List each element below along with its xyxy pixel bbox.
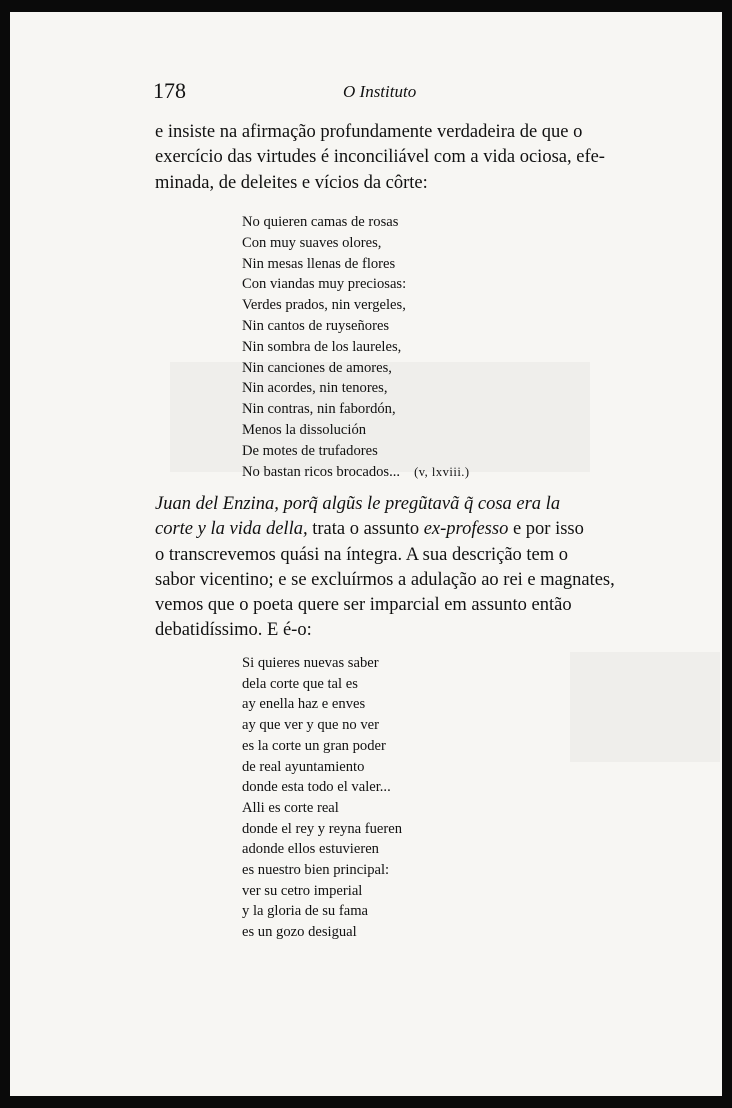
- paragraph-line: vemos que o poeta quere ser imparcial em assunto então: [155, 595, 572, 616]
- verse-line: Con muy suaves olores,: [242, 234, 382, 251]
- verse-line: Nin acordes, nin tenores,: [242, 380, 388, 397]
- italic-term: ex-professo: [423, 519, 509, 540]
- text-run: e por isso: [508, 519, 584, 540]
- verse-line: dela corte que tal es: [242, 675, 358, 692]
- verse-line: Nin cantos de ruyseñores: [242, 317, 390, 334]
- verse-line: adonde ellos estuvieren: [242, 841, 379, 858]
- page-header: [153, 78, 612, 108]
- verse-line: Nin sombra de los laureles,: [242, 338, 402, 355]
- italic-quote: corte y la vida della,: [155, 519, 308, 540]
- verse-line: donde esta todo el valer...: [242, 779, 391, 796]
- verse-line: es nuestro bien principal:: [242, 862, 390, 879]
- verse-line: Nin canciones de amores,: [242, 359, 392, 376]
- verse-line: Nin mesas llenas de flores: [242, 255, 396, 272]
- italic-quote: Juan del Enzina, porq̃ algũs le pregũtavã q̃ cosa era la: [155, 494, 561, 514]
- verse-line: Si quieres nuevas saber: [242, 655, 379, 671]
- paragraph-line: e insiste na afirmação profundamente verdadeira de que o: [155, 122, 583, 142]
- paragraph-line: [155, 517, 627, 542]
- verse-line: Menos la dissolución: [242, 421, 367, 438]
- verse-line: ver su cetro imperial: [242, 882, 363, 899]
- verse-line: es la corte un gran poder: [242, 737, 386, 754]
- paragraph-line: minada, de deleites e vícios da côrte:: [155, 172, 428, 193]
- verse-block-1: [242, 212, 572, 482]
- paragraph-line: [155, 492, 627, 517]
- running-title: O Instituto: [343, 82, 417, 101]
- verse-line: Nin contras, nin fabordón,: [242, 401, 396, 418]
- paragraph-line: debatidíssimo. E é-o:: [155, 620, 312, 641]
- verse-line: Verdes prados, nin vergeles,: [242, 297, 406, 314]
- page-number: 178: [153, 78, 186, 103]
- paragraph-1: [155, 120, 627, 196]
- verse-line: Con viandas muy preciosas:: [242, 276, 407, 293]
- book-page: [10, 12, 722, 1096]
- show-through-shadow: [570, 652, 720, 762]
- paragraph-line: sabor vicentino; e se excluírmos a adulação ao rei e magnates,: [155, 569, 615, 590]
- paragraph-2: [155, 492, 627, 644]
- verse-line: donde el rey y reyna fueren: [242, 820, 403, 837]
- verse-line: de real ayuntamiento: [242, 758, 365, 775]
- paragraph-line: exercício das virtudes é inconciliável com a vida ociosa, efe-: [155, 147, 605, 168]
- text-run: trata o assunto: [307, 519, 424, 540]
- verse-line: es un gozo desigual: [242, 924, 357, 941]
- verse-line: y la gloria de su fama: [242, 903, 369, 920]
- citation-reference: (v, lxviii.): [414, 464, 470, 479]
- verse-line-last: [242, 462, 572, 483]
- verse-line: Alli es corte real: [242, 799, 339, 816]
- verse-block-2: [242, 653, 572, 943]
- verse-line: ay enella haz e enves: [242, 696, 366, 713]
- verse-line: ay que ver y que no ver: [242, 717, 379, 734]
- verse-line: De motes de trufadores: [242, 442, 378, 459]
- verse-line-text: No bastan ricos brocados...: [242, 463, 401, 480]
- paragraph-line: o transcrevemos quási na íntegra. A sua descrição tem o: [155, 544, 569, 565]
- verse-line: No quieren camas de rosas: [242, 214, 399, 230]
